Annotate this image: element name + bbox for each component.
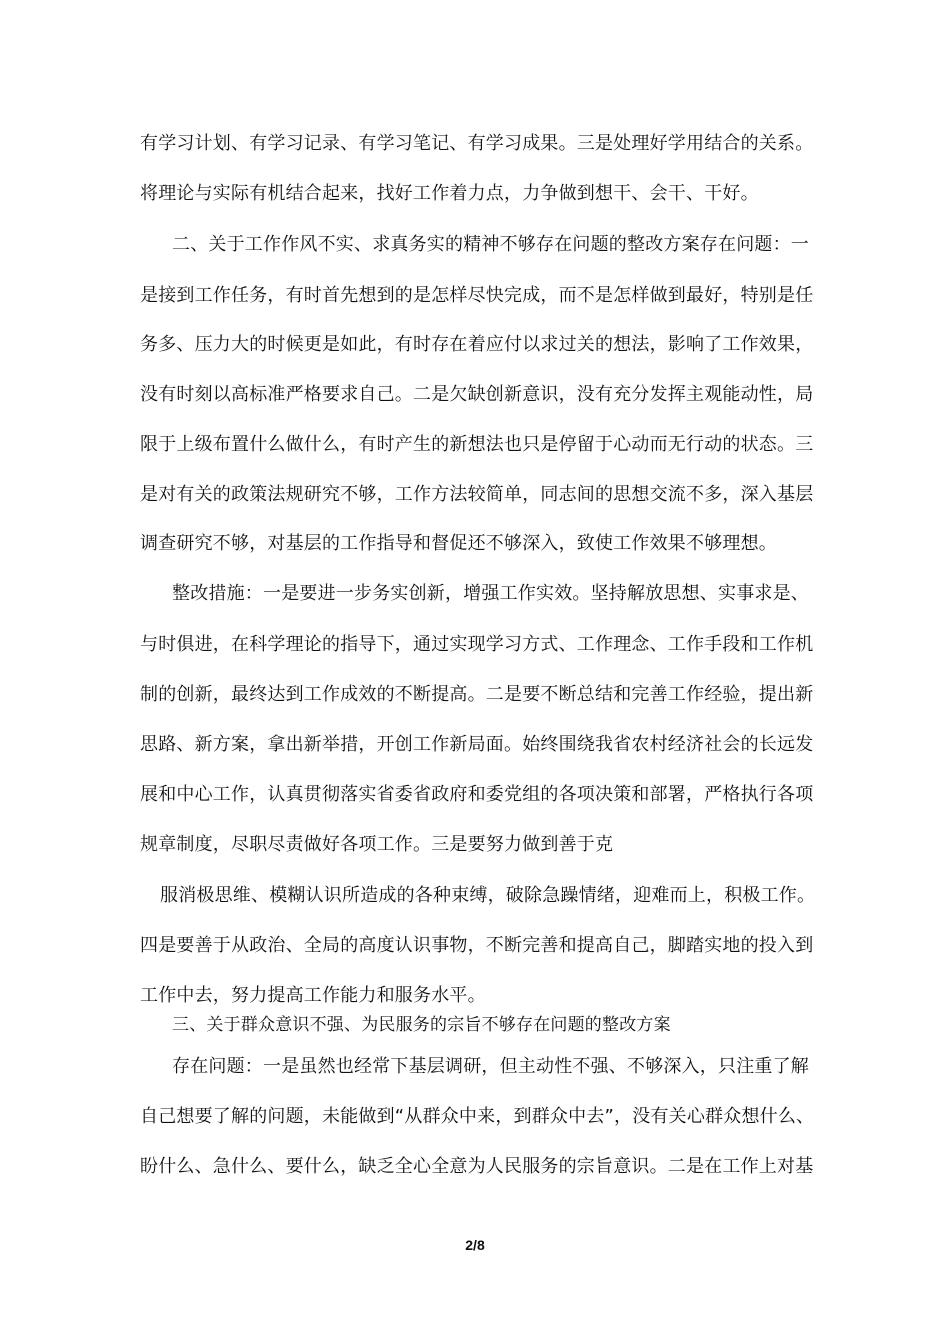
text-line: 调查研究不够，对基层的工作指导和督促还不够深入，致使工作效果不够理想。 — [140, 533, 777, 554]
text-line: 制的创新，最终达到工作成效的不断提高。二是要不断总结和完善工作经验，提出新 — [140, 684, 814, 705]
text-line: 限于上级布置什么做什么，有时产生的新想法也只是停留于心动而无行动的状态。三 — [140, 434, 814, 455]
text-line: 服消极思维、模糊认识所造成的各种束缚，破除急躁情绪，迎难而上，积极工作。 — [160, 885, 816, 906]
text-line: 存在问题：一是虽然也经常下基层调研，但主动性不强、不够深入，只注重了解 — [172, 1056, 809, 1077]
text-line: 与时俱进，在科学理论的指导下，通过实现学习方式、工作理念、工作手段和工作机 — [140, 634, 814, 655]
text-line: 工作中去，努力提高工作能力和服务水平。 — [140, 985, 486, 1006]
text-line: 展和中心工作，认真贯彻落实省委省政府和委党组的各项决策和部署，严格执行各项 — [140, 784, 814, 805]
text-line: 盼什么、急什么、要什么，缺乏全心全意为人民服务的宗旨意识。二是在工作上对基 — [140, 1156, 814, 1177]
section-heading: 三、关于群众意识不强、为民服务的宗旨不够存在问题的整改方案 — [172, 1015, 671, 1035]
text-line: 二、关于工作作风不实、求真务实的精神不够存在问题的整改方案存在问题：一 — [172, 234, 809, 255]
text-line: 规章制度，尽职尽责做好各项工作。三是要努力做到善于克 — [140, 834, 614, 855]
text-line: 四是要善于从政治、全局的高度认识事物，不断完善和提高自己，脚踏实地的投入到 — [140, 935, 814, 956]
text-line: 没有时刻以高标准严格要求自己。二是欠缺创新意识，没有充分发挥主观能动性，局 — [140, 384, 814, 405]
text-line: 思路、新方案，拿出新举措，开创工作新局面。始终围绕我省农村经济社会的长远发 — [140, 734, 814, 755]
text-line: 整改措施：一是要进一步务实创新，增强工作实效。坚持解放思想、实事求是、 — [172, 583, 809, 604]
text-line: 自己想要了解的问题，未能做到“从群众中来，到群众中去”，没有关心群众想什么、 — [140, 1106, 815, 1127]
page-number: 2/8 — [465, 1237, 485, 1253]
text-line: 将理论与实际有机结合起来，找好工作着力点，力争做到想干、会干、干好。 — [140, 183, 759, 204]
text-line: 务多、压力大的时候更是如此，有时存在着应付以求过关的想法，影响了工作效果， — [140, 334, 814, 355]
text-line: 有学习计划、有学习记录、有学习笔记、有学习成果。三是处理好学用结合的关系。 — [140, 133, 814, 154]
text-line: 是接到工作任务，有时首先想到的是怎样尽快完成，而不是怎样做到最好，特别是任 — [140, 285, 814, 306]
text-line: 是对有关的政策法规研究不够，工作方法较简单，同志间的思想交流不多，深入基层 — [140, 484, 814, 505]
